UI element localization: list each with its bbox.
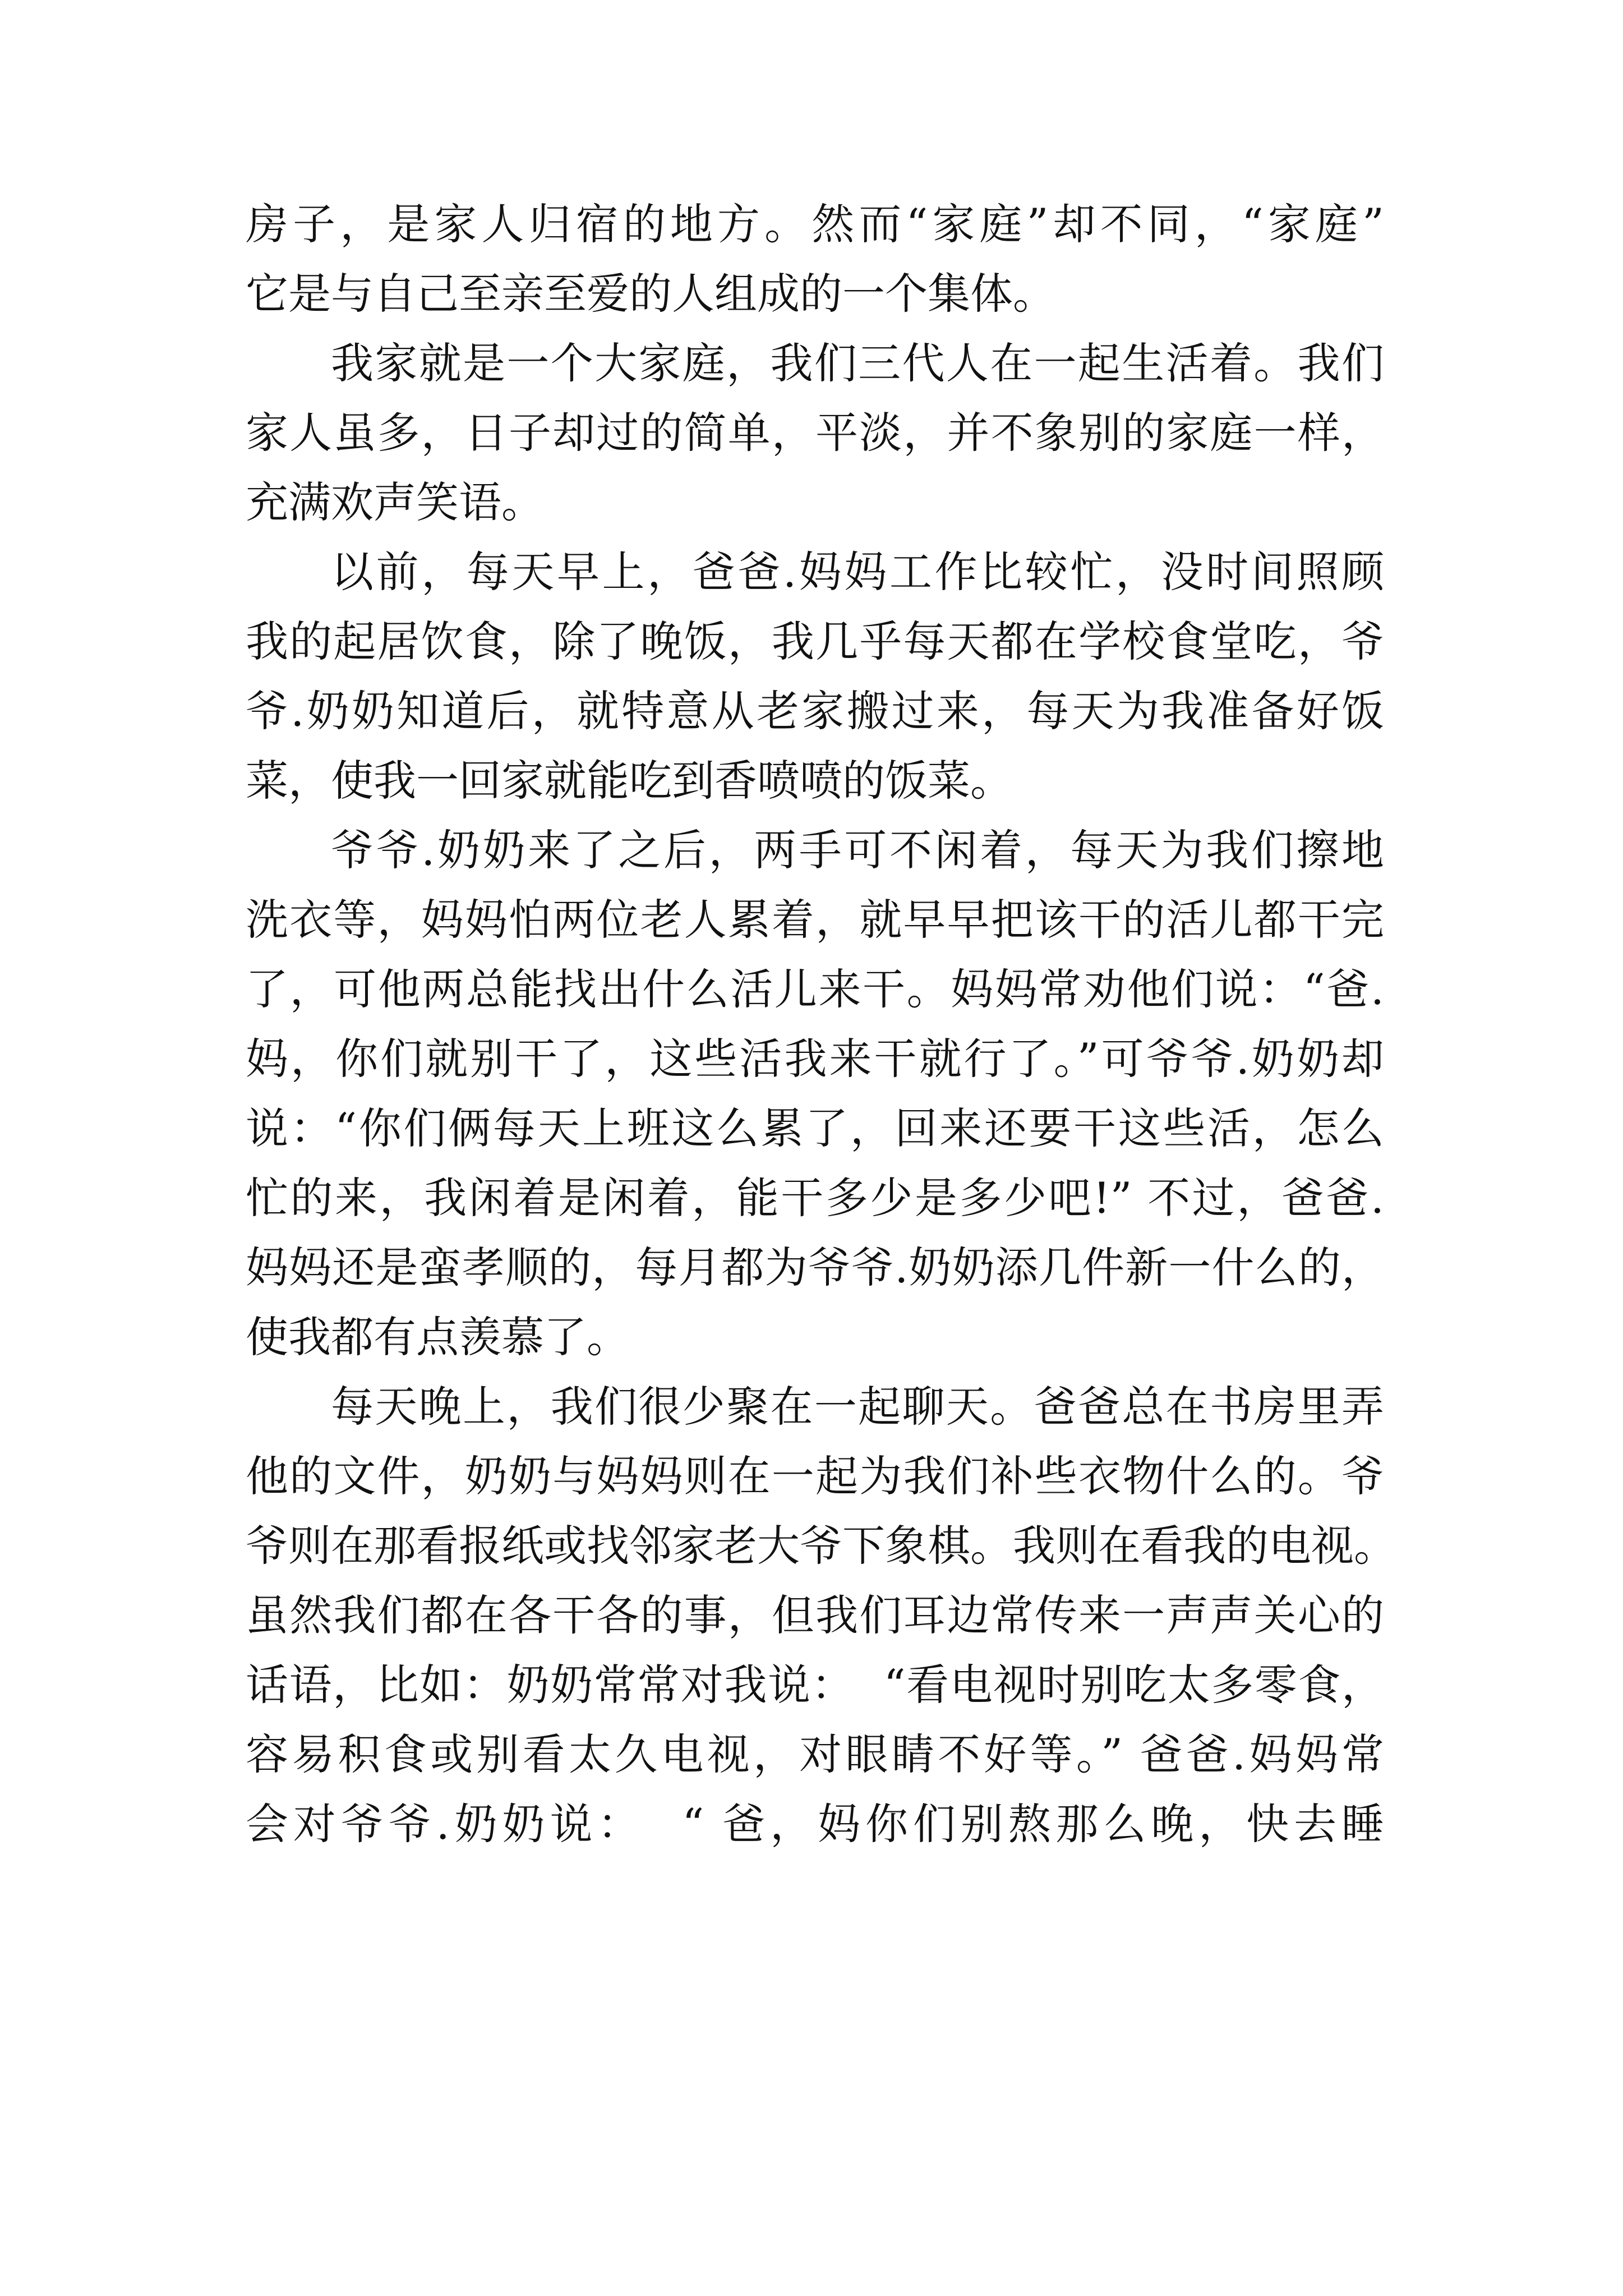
text-line: 他的文件，奶奶与妈妈则在一起为我们补些衣物什么的。爷 [246, 1451, 1384, 1501]
paragraph [246, 1372, 1396, 1859]
text-line: 每天晚上，我们很少聚在一起聊天。爸爸总在书房里弄 [331, 1382, 1384, 1432]
text-line: 爷爷.奶奶来了之后，两手可不闲着，每天为我们擦地 [331, 825, 1384, 875]
paragraph [246, 190, 1384, 329]
text-line: 说：“你们俩每天上班这么累了，回来还要干这些活，怎么 [246, 1103, 1384, 1153]
text-line: 话语，比如：奶奶常常对我说： “看电视时别吃太多零食， [246, 1660, 1384, 1710]
text-line: 以前，每天早上，爸爸.妈妈工作比较忙，没时间照顾 [331, 547, 1384, 597]
document-body [246, 190, 1396, 1859]
text-line: 妈妈还是蛮孝顺的，每月都为爷爷.奶奶添几件新一什么的， [246, 1243, 1384, 1292]
text-line: 使我都有点羡慕了。 [246, 1312, 629, 1362]
text-line: 妈，你们就别干了，这些活我来干就行了。”可爷爷.奶奶却 [246, 1034, 1384, 1084]
text-line: 爷.奶奶知道后，就特意从老家搬过来，每天为我准备好饭 [246, 686, 1384, 736]
text-line: 虽然我们都在各干各的事，但我们耳边常传来一声声关心的 [246, 1590, 1384, 1640]
paragraph [246, 816, 1384, 1372]
text-line: 充满欢声笑语。 [246, 477, 544, 527]
text-line: 洗衣等，妈妈怕两位老人累着，就早早把该干的活儿都干完 [246, 895, 1384, 945]
text-line: 它是与自己至亲至爱的人组成的一个集体。 [246, 269, 1055, 319]
paragraph [246, 537, 1384, 816]
text-line: 忙的来，我闲着是闲着，能干多少是多少吧!” 不过，爸爸. [246, 1173, 1384, 1223]
paragraph [246, 329, 1384, 537]
text-line: 菜，使我一回家就能吃到香喷喷的饭菜。 [246, 756, 1013, 806]
text-line: 了，可他两总能找出什么活儿来干。妈妈常劝他们说：“爸. [246, 964, 1384, 1014]
text-line: 容易积食或别看太久电视，对眼睛不好等。” 爸爸.妈妈常 [246, 1729, 1384, 1779]
text-line: 房子，是家人归宿的地方。然而“家庭”却不同，“家庭” [246, 199, 1384, 249]
text-line: 爷则在那看报纸或找邻家老大爷下象棋。我则在看我的电视。 [246, 1521, 1396, 1571]
text-line: 会对爷爷.奶奶说： “ 爸，妈你们别熬那么晚，快去睡 [246, 1799, 1384, 1849]
text-line: 我家就是一个大家庭，我们三代人在一起生活着。我们 [331, 338, 1384, 388]
text-line: 家人虽多，日子却过的简单，平淡，并不象别的家庭一样， [246, 408, 1384, 458]
text-line: 我的起居饮食，除了晚饭，我几乎每天都在学校食堂吃，爷 [246, 616, 1384, 666]
